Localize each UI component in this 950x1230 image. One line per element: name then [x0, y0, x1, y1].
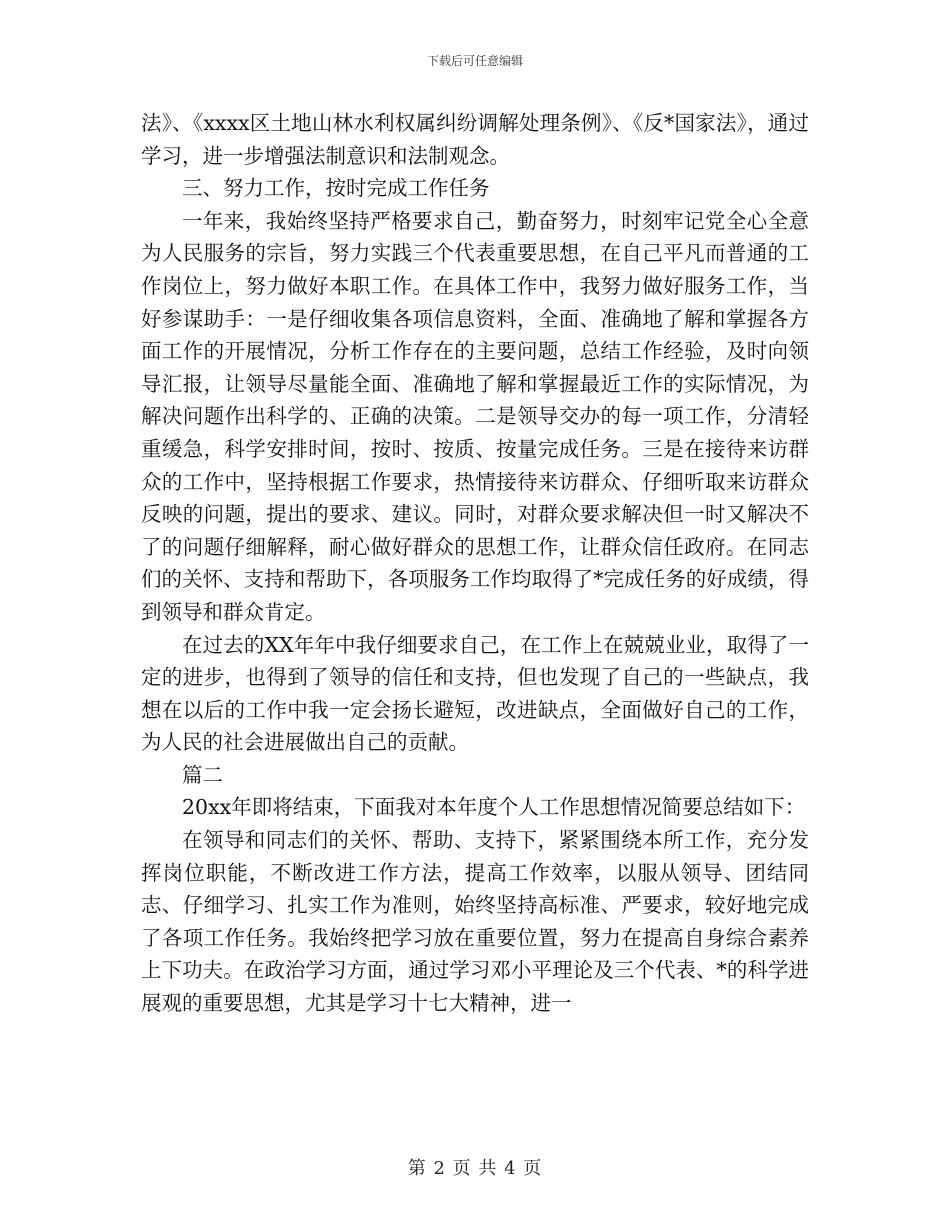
paragraph: 20xx年即将结束，下面我对本年度个人工作思想情况简要总结如下：: [182, 795, 806, 820]
paragraph: 在领导和同志们的关怀、帮助、支持下，紧紧围绕本所工作，充分发挥岗位职能，不断改进工作方法，提高工作效率，以服从领导、团结同志、仔细学习、扎实工作为准则，始终坚持高标准、严要求，较好地完成了各项工作任务。我始终把学习放在重要位置，努力在提高自身综合素养上下功夫。在政治学习方面，通过学习邓小平理论及三个代表、*的科学进展观的重要思想，尤其是学习十七大精神，进一: [141, 828, 809, 1016]
document-body: [141, 107, 809, 1020]
section-heading: 篇二: [182, 762, 223, 787]
paragraph: 在过去的XX年年中我仔细要求自己，在工作上在兢兢业业，取得了一定的进步，也得到了领导的信任和支持，但也发现了自己的一些缺点，我想在以后的工作中我一定会扬长避短，改进缺点，全面做好自己的工作，为人民的社会进展做出自己的贡献。: [141, 632, 809, 755]
page-number: 第 2 页 共 4 页: [407, 1158, 543, 1179]
section-heading: 三、努力工作，按时完成工作任务: [182, 176, 490, 201]
paragraph: 法》、《xxxx区土地山林水利权属纠纷调解处理条例》、《反*国家法》，通过学习，进一步增强法制意识和法制观念。: [141, 111, 809, 168]
page-header: 下载后可任意编辑: [426, 54, 523, 68]
paragraph: 一年来，我始终坚持严格要求自己，勤奋努力，时刻牢记党全心全意为人民服务的宗旨，努力实践三个代表重要思想，在自己平凡而普通的工作岗位上，努力做好本职工作。在具体工作中，我努力做好服务工作，当好参谋助手：一是仔细收集各项信息资料，全面、准确地了解和掌握各方面工作的开展情况，分析工作存在的主要问题，总结工作经验，及时向领导汇报，让领导尽量能全面、准确地了解和掌握最近工作的实际情况，为解决问题作出科学的、正确的决策。二是领导交办的每一项工作，分清轻重缓急，科学安排时间，按时、按质、按量完成任务。三是在接待来访群众的工作中，坚持根据工作要求，热情接待来访群众、仔细听取来访群众反映的问题，提出的要求、建议。同时，对群众要求解决但一时又解决不了的问题仔细解释，耐心做好群众的思想工作，让群众信任政府。在同志们的关怀、支持和帮助下，各项服务工作均取得了*完成任务的好成绩，得到领导和群众肯定。: [141, 208, 809, 624]
